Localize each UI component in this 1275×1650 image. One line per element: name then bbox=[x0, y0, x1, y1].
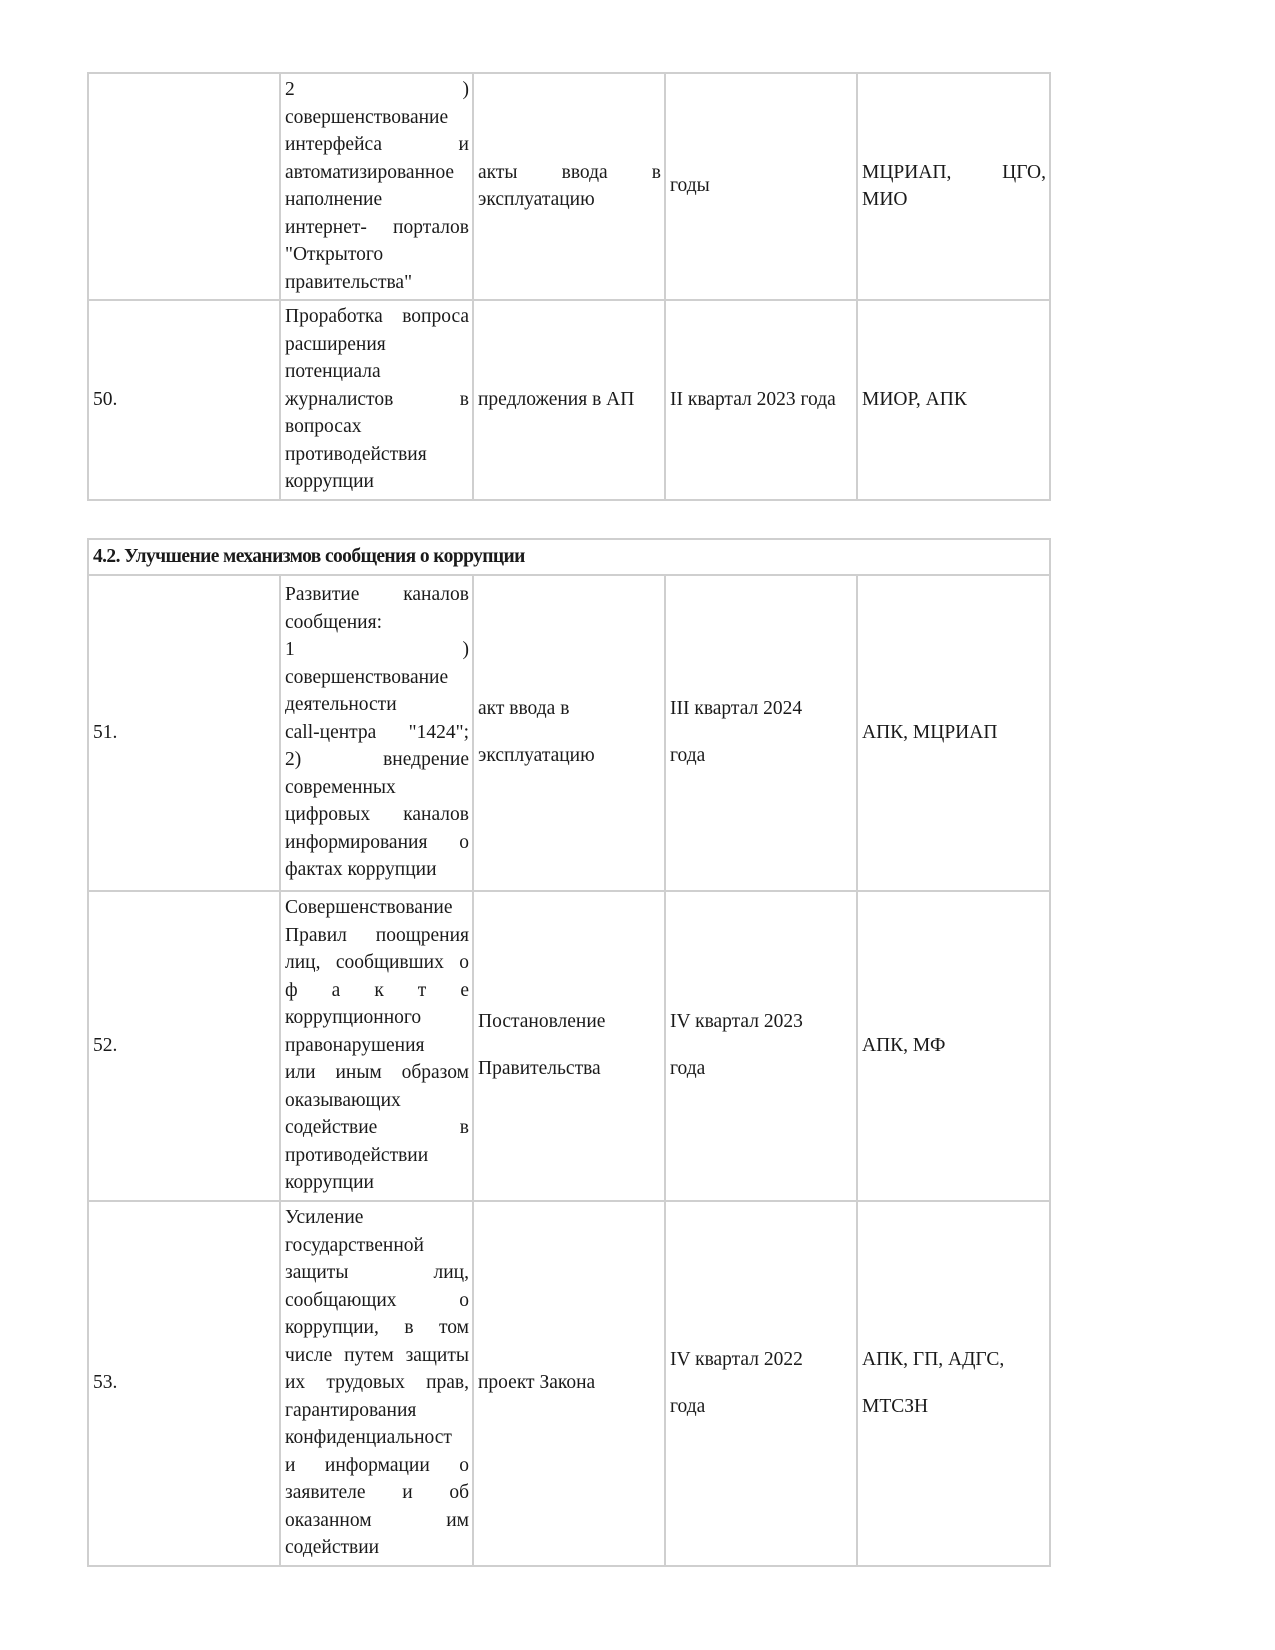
cell-text-line: интернет- порталов bbox=[285, 216, 469, 238]
completion-form-cell bbox=[473, 575, 665, 891]
cell-text-line: года bbox=[670, 1058, 706, 1080]
deadline-cell bbox=[665, 575, 857, 891]
cell-text-line: противодействия bbox=[285, 443, 427, 465]
cell-text-line: оказывающих bbox=[285, 1089, 401, 1111]
cell-text-line: 2) внедрение bbox=[285, 749, 469, 771]
deadline-cell bbox=[665, 300, 857, 500]
section-header-row bbox=[88, 539, 1050, 575]
deadline-cell bbox=[665, 891, 857, 1201]
executors-cell bbox=[857, 891, 1050, 1201]
cell-text-line: МЦРИАП, ЦГО, bbox=[862, 161, 1046, 183]
measure-cell bbox=[280, 575, 473, 891]
section-title: 4.2. Улучшение механизмов сообщения о коррупции bbox=[88, 539, 1050, 575]
table-body bbox=[88, 539, 1050, 1566]
cell-text-line: цифровых каналов bbox=[285, 804, 469, 826]
cell-text-line: автоматизированное bbox=[285, 161, 455, 183]
cell-text-line: заявителе и об bbox=[285, 1482, 469, 1503]
cell-text-line: противодействии bbox=[285, 1144, 429, 1166]
cell-text-line: года bbox=[670, 745, 706, 767]
cell-text-line: АПК, МЦРИАП bbox=[862, 721, 998, 743]
measure-cell bbox=[280, 891, 473, 1201]
cell-text-line: совершенствование bbox=[285, 666, 449, 688]
cell-text-line: Правительства bbox=[478, 1058, 601, 1080]
table-row bbox=[88, 891, 1050, 1201]
cell-text-line: содействие в bbox=[285, 1117, 469, 1139]
completion-form-cell bbox=[473, 300, 665, 500]
cell-text-line: оказанном им bbox=[285, 1509, 469, 1531]
cell-text-line: call-центра "1424"; bbox=[285, 721, 469, 743]
cell-text-line: интерфейса и bbox=[285, 134, 469, 155]
cell-text-line: фактах коррупции bbox=[285, 859, 437, 881]
cell-text-line: Развитие каналов bbox=[285, 584, 469, 606]
cell-text-line: коррупции, в том bbox=[285, 1317, 469, 1338]
cell-text-line: 1 ) bbox=[285, 639, 469, 661]
cell-text-line: акт ввода в bbox=[478, 698, 570, 720]
cell-text-line: информирования о bbox=[285, 831, 469, 853]
cell-text-line: коррупции bbox=[285, 471, 374, 493]
cell-text-line: государственной bbox=[285, 1234, 424, 1256]
cell-text-line: гарантирования bbox=[285, 1399, 417, 1421]
plan-table-section-4-2 bbox=[87, 538, 1051, 1567]
table-body bbox=[88, 73, 1050, 500]
cell-text-line: содействии bbox=[285, 1537, 380, 1558]
cell-text-line: и информации о bbox=[285, 1454, 469, 1476]
deadline-cell bbox=[665, 1201, 857, 1566]
row-number: 50. bbox=[88, 300, 280, 500]
cell-text-line: "Открытого bbox=[285, 244, 384, 265]
cell-text-line: коррупционного bbox=[285, 1007, 422, 1029]
cell-text-line: III квартал 2024 bbox=[670, 698, 803, 720]
cell-text-line: расширения bbox=[285, 333, 386, 355]
cell-text-line: АПК, МФ bbox=[862, 1034, 946, 1056]
table-row bbox=[88, 73, 1050, 300]
cell-text-line: современных bbox=[285, 776, 396, 798]
cell-text-line: ф а к т е bbox=[285, 979, 469, 1001]
row-number: 52. bbox=[88, 891, 280, 1201]
row-number: 51. bbox=[88, 575, 280, 891]
executors-cell bbox=[857, 575, 1050, 891]
cell-text-line: лиц, сообщивших о bbox=[285, 952, 469, 974]
cell-text-line: конфиденциальност bbox=[285, 1427, 452, 1448]
cell-text-line: Усиление bbox=[285, 1207, 364, 1228]
cell-text-line: акты ввода в bbox=[478, 161, 661, 183]
measure-cell bbox=[280, 300, 473, 500]
completion-form-cell bbox=[473, 891, 665, 1201]
plan-table-continuation bbox=[87, 72, 1051, 501]
cell-text-line: вопросах bbox=[285, 416, 362, 438]
cell-text-line: сообщающих о bbox=[285, 1289, 469, 1311]
cell-text-line: IV квартал 2023 bbox=[670, 1011, 803, 1033]
cell-text-line: совершенствование bbox=[285, 106, 449, 128]
cell-text-line: сообщения: bbox=[285, 611, 383, 633]
cell-text-line: годы bbox=[670, 175, 710, 197]
cell-text-line: потенциала bbox=[285, 361, 381, 383]
cell-text-line: журналистов в bbox=[285, 388, 469, 410]
cell-text-line: коррупции bbox=[285, 1172, 374, 1194]
cell-text-line: проект Закона bbox=[478, 1372, 596, 1393]
deadline-cell bbox=[665, 73, 857, 300]
cell-text-line: МИОР, АПК bbox=[862, 388, 967, 410]
cell-text-line: их трудовых прав, bbox=[285, 1372, 469, 1393]
cell-text-line: Проработка вопроса bbox=[285, 306, 469, 328]
executors-cell bbox=[857, 73, 1050, 300]
completion-form-cell bbox=[473, 1201, 665, 1566]
cell-text-line: 2 ) bbox=[285, 79, 469, 100]
cell-text-line: эксплуатацию bbox=[478, 189, 595, 210]
measure-cell bbox=[280, 73, 473, 300]
cell-text-line: Правил поощрения bbox=[285, 924, 469, 946]
cell-text-line: IV квартал 2022 bbox=[670, 1348, 803, 1370]
cell-text-line: эксплуатацию bbox=[478, 745, 595, 767]
table-row bbox=[88, 575, 1050, 891]
cell-text-line: АПК, ГП, АДГС, bbox=[862, 1348, 1005, 1370]
table-row bbox=[88, 300, 1050, 500]
measure-cell bbox=[280, 1201, 473, 1566]
cell-text-line: или иным образом bbox=[285, 1062, 469, 1084]
cell-text-line: правительства" bbox=[285, 271, 413, 293]
cell-text-line: защиты лиц, bbox=[285, 1262, 469, 1283]
cell-text-line: наполнение bbox=[285, 189, 383, 210]
executors-cell bbox=[857, 300, 1050, 500]
row-number bbox=[88, 73, 280, 300]
table-row bbox=[88, 1201, 1050, 1566]
cell-text-line: II квартал 2023 года bbox=[670, 388, 836, 410]
row-number: 53. bbox=[88, 1201, 280, 1566]
completion-form-cell bbox=[473, 73, 665, 300]
cell-text-line: Совершенствование bbox=[285, 897, 453, 919]
cell-text-line: МТСЗН bbox=[862, 1395, 929, 1417]
cell-text-line: деятельности bbox=[285, 694, 397, 716]
cell-text-line: Постановление bbox=[478, 1011, 606, 1033]
cell-text-line: года bbox=[670, 1395, 706, 1417]
executors-cell bbox=[857, 1201, 1050, 1566]
cell-text-line: предложения в АП bbox=[478, 388, 635, 410]
cell-text-line: правонарушения bbox=[285, 1034, 425, 1056]
cell-text-line: числе путем защиты bbox=[285, 1344, 469, 1366]
cell-text-line: МИО bbox=[862, 189, 908, 210]
